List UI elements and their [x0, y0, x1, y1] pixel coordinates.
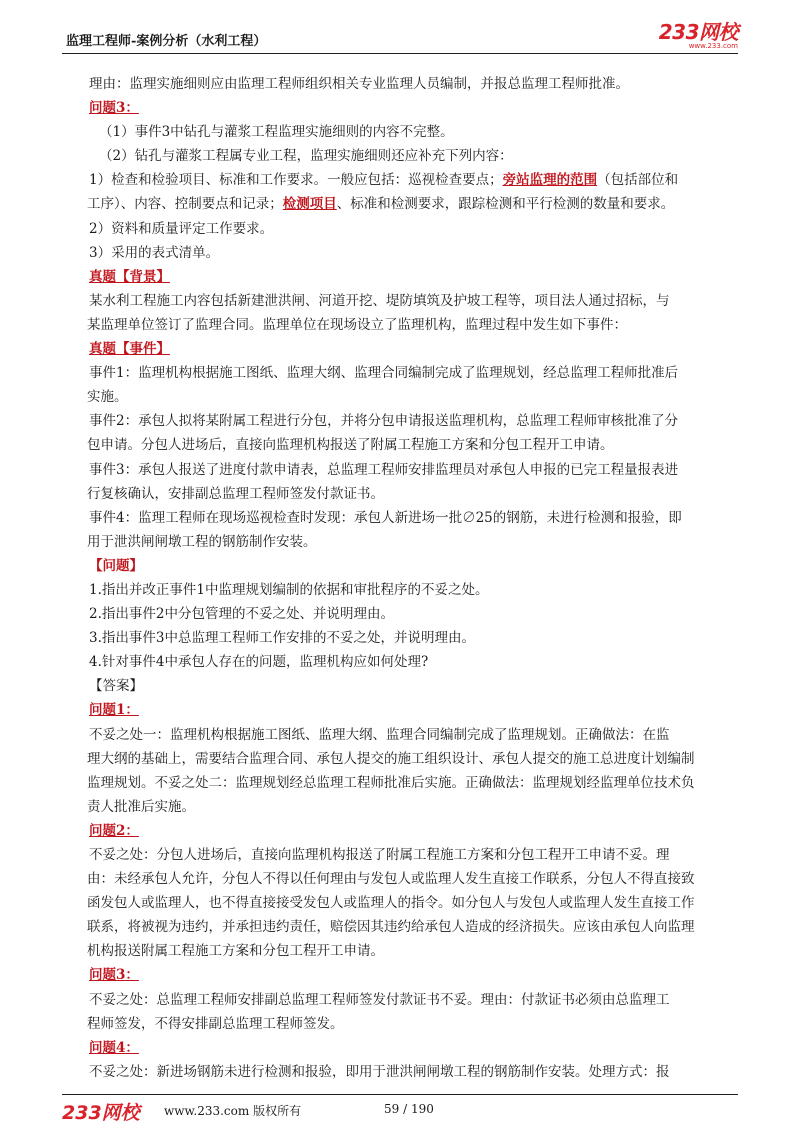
paragraph-line: 监理规划。不妥之处二：监理规划经总监理工程师批准后实施。正确做法：监理规划经监理单位技术负 [87, 774, 695, 791]
paragraph-line: 理大纲的基础上，需要结合监理合同、承包人提交的施工组织设计、承包人提交的施工总进度计划编制 [87, 750, 695, 767]
highlighted-term: 检测项目 [282, 196, 337, 213]
paragraph-line: 责人批准后实施。 [87, 798, 195, 815]
paragraph-line: 不妥之处一：监理机构根据施工图纸、监理大纲、监理合同编制完成了监理规划。正确做法：在监 [89, 726, 670, 743]
paragraph-line: 某水利工程施工内容包括新建泄洪闸、河道开挖、堤防填筑及护坡工程等，项目法人通过招标，与 [89, 292, 670, 309]
section-heading: 【答案】 [89, 678, 143, 695]
question-heading: 问题4： [89, 1039, 139, 1056]
paragraph-line: 不妥之处：新进场钢筋未进行检测和报验，即用于泄洪闸闸墩工程的钢筋制作安装。处理方式：报 [89, 1063, 670, 1080]
paragraph-line: 不妥之处：分包人进场后，直接向监理机构报送了附属工程施工方案和分包工程开工申请不妥。理 [89, 847, 670, 863]
paragraph-line: 联系，将被视为违约，并承担违约责任，赔偿因其违约给承包人造成的经济损失。应该由承包人向监理 [87, 919, 695, 936]
paragraph-line: 包申请。分包人进场后，直接向监理机构报送了附属工程施工方案和分包工程开工申请。 [87, 437, 614, 454]
section-heading: 真题【背景】 [89, 268, 170, 285]
paragraph-line: （2）钻孔与灌浆工程属专业工程，监理实施细则还应补充下列内容： [99, 148, 513, 165]
footer-logo: 233网校 [62, 1102, 140, 1124]
footer-copyright: www.233.com 版权所有 [164, 1104, 302, 1118]
page-footer [62, 1098, 738, 1122]
paragraph-line: 某监理单位签订了监理合同。监理单位在现场设立了监理机构，监理过程中发生如下事件： [87, 316, 627, 333]
header-divider [62, 53, 738, 54]
paragraph-line: 1）检查和检验项目、标准和工作要求。一般应包括：巡视检查要点；旁站监理的范围（包括部位和 [89, 172, 679, 189]
footer-divider [62, 1094, 738, 1095]
question-heading: 问题3： [89, 100, 139, 117]
paragraph-line: 实施。 [87, 389, 128, 406]
section-heading: 真题【事件】 [89, 341, 170, 358]
logo-subtext: www.233.com [688, 42, 738, 50]
paragraph-line: （1）事件3中钻孔与灌浆工程监理实施细则的内容不完整。 [99, 124, 454, 141]
paragraph-line: 程师签发，不得安排副总监理工程师签发。 [87, 1015, 344, 1032]
question-heading: 问题3： [89, 967, 139, 984]
paragraph-line: 用于泄洪闸闸墩工程的钢筋制作安装。 [87, 533, 317, 550]
page-header [62, 22, 738, 52]
paragraph-line: 事件2：承包人拟将某附属工程进行分包，并将分包申请报送监理机构，总监理工程师审核批准了分 [89, 413, 679, 430]
paragraph-line: 不妥之处：总监理工程师安排副总监理工程师签发付款证书不妥。理由：付款证书必须由总监理工 [89, 991, 670, 1008]
header-title: 监理工程师-案例分析（水利工程） [66, 34, 267, 49]
brand-logo [638, 22, 738, 52]
question-item: 1.指出并改正事件1中监理规划编制的依据和审批程序的不妥之处。 [89, 581, 489, 598]
section-heading: 【问题】 [89, 557, 143, 574]
paragraph-line: 事件1：监理机构根据施工图纸、监理大纲、监理合同编制完成了监理规划，经总监理工程师批准后 [89, 365, 679, 382]
logo-text: 233网校 [658, 20, 738, 44]
paragraph-line: 函发包人或监理人，也不得直接接受发包人或监理人的指令。如分包人与发包人或监理人发生直接工作 [87, 895, 695, 912]
paragraph-line: 理由：监理实施细则应由监理工程师组织相关专业监理人员编制，并报总监理工程师批准。 [89, 76, 629, 92]
paragraph-line: 2）资料和质量评定工作要求。 [89, 220, 274, 237]
question-item: 4.针对事件4中承包人存在的问题，监理机构应如何处理? [89, 654, 429, 671]
document-body [89, 72, 739, 1084]
paragraph-line: 事件3：承包人报送了进度付款申请表，总监理工程师安排监理员对承包人申报的已完工程量报表进 [89, 461, 679, 478]
paragraph-line: 事件4：监理工程师在现场巡视检查时发现：承包人新进场一批∅25的钢筋，未进行检测和报验，即 [89, 509, 682, 526]
question-item: 2.指出事件2中分包管理的不妥之处、并说明理由。 [89, 606, 394, 623]
paragraph-line: 3）采用的表式清单。 [89, 244, 220, 261]
paragraph-line: 行复核确认，安排副总监理工程师签发付款证书。 [87, 485, 384, 502]
paragraph-line: 机构报送附属工程施工方案和分包工程开工申请。 [87, 943, 384, 960]
question-item: 3.指出事件3中总监理工程师工作安排的不妥之处，并说明理由。 [89, 630, 475, 647]
highlighted-term: 旁站监理的范围 [502, 172, 598, 189]
paragraph-line: 由：未经承包人允许，分包人不得以任何理由与发包人或监理人发生直接工作联系，分包人不得直接致 [87, 871, 695, 888]
question-heading: 问题2： [89, 822, 139, 839]
question-heading: 问题1： [89, 702, 139, 719]
page-number: 59 / 190 [384, 1102, 434, 1116]
paragraph-line: 工序）、内容、控制要点和记录；检测项目、标准和检测要求，跟踪检测和平行检测的数量和要求。 [87, 196, 675, 213]
